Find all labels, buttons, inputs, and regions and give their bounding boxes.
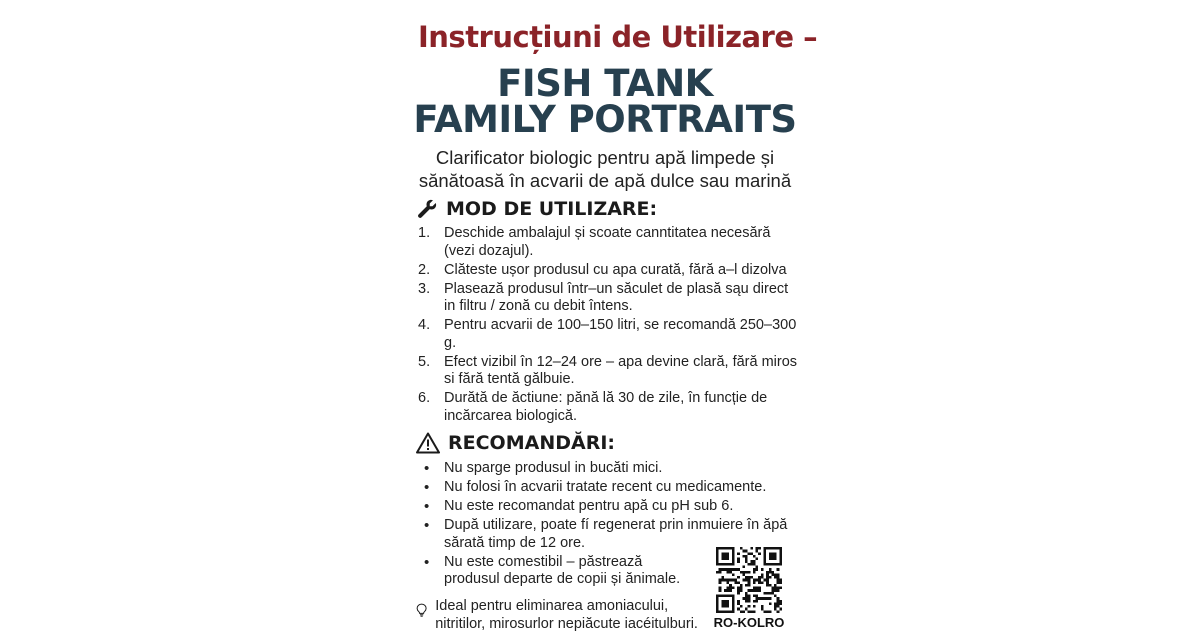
qr-code <box>716 547 782 613</box>
recommendation-item: • Nu folosi în acvarii tratate recent cu medicamente. <box>424 479 767 496</box>
recommendation-item: • Nu sparge produsul in bucăti mici. <box>424 460 663 477</box>
warning-triangle-icon <box>416 432 440 454</box>
recommendations-heading-text: RECOMANDĂRI: <box>448 432 615 454</box>
usage-heading <box>416 198 657 220</box>
wrench-icon <box>416 198 438 220</box>
recommendation-item: • După utilizare, poate fí regenerat prin inmuiere în ăpă sărată timp de 12 ore. <box>424 517 788 551</box>
subtitle-line2: sănătoasă în acvarii de apă dulce sau marină <box>418 170 792 191</box>
product-title-line2: FAMILY PORTRAITS <box>413 98 797 141</box>
tip-note <box>416 598 716 633</box>
usage-step: 4. Pentru acvarii de 100–150 litri, se recomandă 250–300 g. <box>418 317 797 351</box>
usage-heading-text: MOD DE UTILIZARE: <box>446 198 658 220</box>
recommendations-heading <box>416 432 615 454</box>
recommendation-item: • Nu este recomandat pentru apă cu pH sub 6. <box>424 498 734 515</box>
subtitle-line1: Clarificator biologic pentru apă limpede și <box>435 147 775 168</box>
product-title-line1: FISH TANK <box>497 62 713 105</box>
lightbulb-icon <box>416 598 427 622</box>
instructions-card <box>410 0 818 632</box>
product-subtitle <box>410 146 800 192</box>
usage-step: 5. Efect vizibil în 12–24 ore – apa devine clară, fără miros si fără tentă gălbuie. <box>418 353 798 387</box>
usage-step: 6. Durătă de ăctiune: pănă lă 30 de zile, în funcție de incărcarea biologică. <box>418 390 768 424</box>
tip-text: Ideal pentru eliminarea amoniacului, nitritilor, mirosurlor nepiăcute iacéitulburi. <box>435 598 698 632</box>
qr-code-label: RO-KOLRO <box>713 615 785 630</box>
instructions-heading: Instrucțiuni de Utilizare – <box>418 20 818 54</box>
usage-step: 3. Plasează produsul într–un săculet de plasă sąu direct in filtru / zonă cu debit întens. <box>418 280 789 314</box>
usage-steps <box>418 225 798 427</box>
recommendation-item: • Nu este comestibil – păstrează produsul departe de copii și ănimale. <box>424 553 681 587</box>
usage-step: 2. Clăteste ușor produsul cu apa curată, fără a–l dizolva <box>418 261 787 278</box>
usage-step: 1. Deschide ambalajul și scoate canntitatea necesără (vezi dozajul). <box>418 225 771 259</box>
